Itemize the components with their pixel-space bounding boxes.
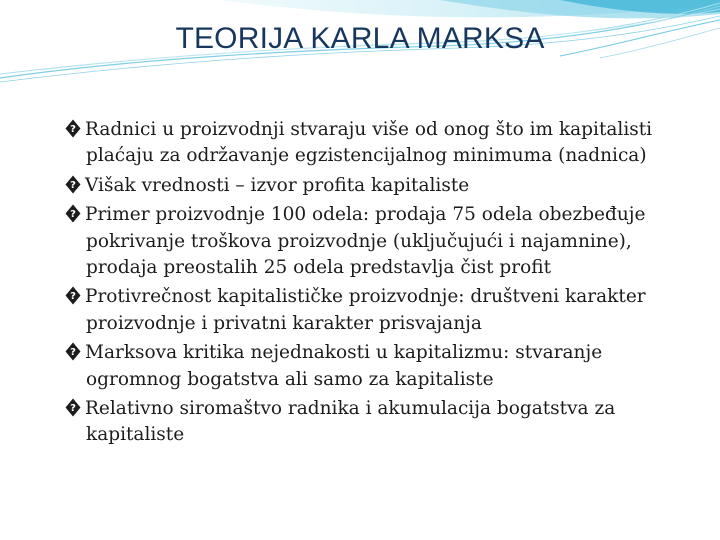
svg-text:?: ? (70, 124, 76, 136)
unknown-glyph-icon (65, 398, 81, 417)
slide-title: TEORIJA KARLA MARKSA (175, 22, 545, 55)
unknown-glyph-icon (65, 204, 81, 223)
unknown-glyph-icon (65, 119, 81, 138)
bullet-text: Primer proizvodnje 100 odela: prodaja 75 odela obezbeđuje pokrivanje troškova proizvodnje (uključujući i najamnine), prodaja preostalih 25 odela predstavlja čist profit (85, 204, 646, 279)
svg-text:?: ? (70, 403, 76, 415)
bullet-text: Protivrečnost kapitalističke proizvodnje: društveni karakter proizvodnje i privatni karakter prisvajanja (85, 286, 646, 334)
bullet-item (65, 284, 684, 337)
bullet-item (65, 340, 684, 393)
bullet-item (65, 117, 684, 170)
unknown-glyph-icon (65, 342, 81, 361)
bullet-item (65, 396, 684, 449)
bullet-list (44, 117, 684, 452)
bullet-text: Radnici u proizvodnji stvaraju više od onog što im kapitalisti plaćaju za održavanje egzistencijalnog minimuma (nadnica) (85, 119, 653, 167)
unknown-glyph-icon (65, 175, 81, 194)
bullet-item (65, 202, 684, 281)
bullet-text: Višak vrednosti – izvor profita kapitaliste (85, 174, 470, 196)
svg-text:?: ? (70, 209, 76, 221)
svg-text:?: ? (70, 347, 76, 359)
bullet-item (65, 173, 684, 199)
svg-text:?: ? (70, 180, 76, 192)
bullet-text: Marksova kritika nejednakosti u kapitalizmu: stvaranje ogromnog bogatstva ali samo za kapitaliste (85, 342, 603, 390)
bullet-text: Relativno siromaštvo radnika i akumulacija bogatstva za kapitaliste (85, 398, 616, 446)
unknown-glyph-icon (65, 286, 81, 305)
svg-text:?: ? (70, 291, 76, 303)
